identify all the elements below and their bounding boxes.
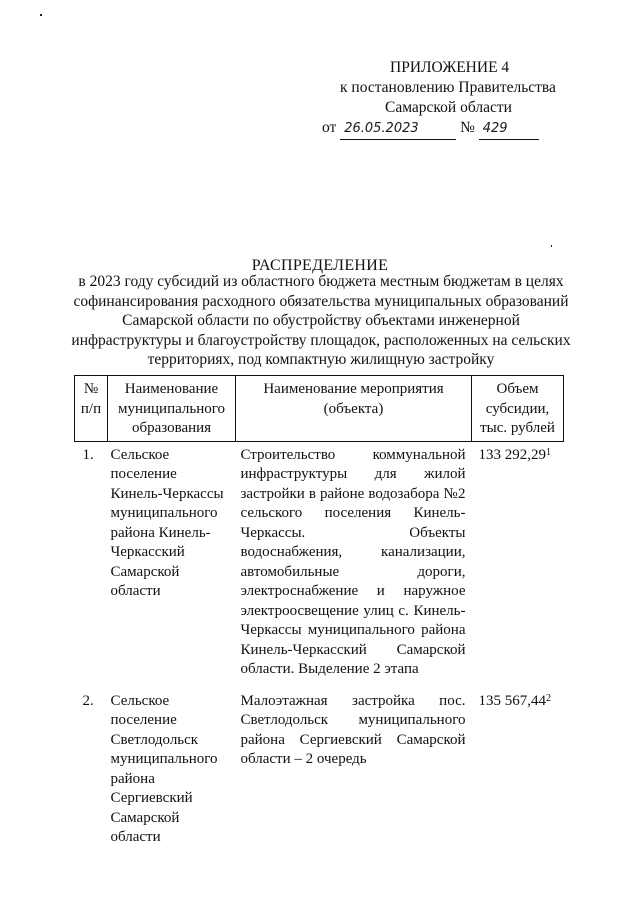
table-row: [75, 682, 564, 850]
appendix-resolution-line: к постановлению Правительства: [340, 79, 556, 96]
row-volume-footnote: 2: [546, 692, 551, 704]
row-volume: [472, 682, 564, 850]
row-volume-footnote: 1: [546, 446, 551, 458]
date-value: 26.05.2023: [344, 121, 419, 136]
row-municipality: Сельское поселение Светлодольск муниципального района Сергиевский Самарской области: [110, 692, 218, 845]
appendix-region-line: Самарской области: [385, 99, 512, 116]
scan-speck: [40, 14, 42, 16]
row-num: 2.: [82, 692, 94, 709]
row-num: 1.: [82, 446, 94, 463]
header-num: № п/п: [75, 376, 108, 442]
document-title: РАСПРЕДЕЛЕНИЕ: [251, 257, 389, 274]
number-prefix: №: [460, 119, 475, 136]
row-volume-value: 133 292,29: [478, 446, 546, 463]
table-header-row: [75, 376, 564, 442]
header-event: Наименование мероприятия (объекта): [236, 376, 472, 442]
header-municipality: Наименование муниципального образования: [108, 376, 236, 442]
date-prefix: от: [322, 119, 337, 136]
header-volume: Объем субсидии, тыс. рублей: [472, 376, 564, 442]
document-subtitle: в 2023 году субсидий из областного бюджета местным бюджетам в целях софинансирования расходного обязательства муниципальных образований Самарской области по обустройству объектами инженерной инфраструктуры и благоустройству площадок, расположенных на сельских территориях, под компактную жилищную застройку: [71, 273, 571, 368]
scan-speck: [551, 245, 552, 247]
date-field: [340, 118, 456, 140]
row-volume-value: 135 567,44: [478, 692, 546, 709]
row-volume: [472, 441, 564, 682]
appendix-date-number-line: [322, 118, 539, 140]
distribution-table: [74, 375, 564, 850]
number-field: [479, 118, 539, 140]
table-row: [75, 441, 564, 682]
appendix-title: ПРИЛОЖЕНИЕ 4: [390, 59, 510, 76]
row-event: Строительство коммунальной инфраструктуры для жилой застройки в районе водозабора №2 сельского поселения Кинель-Черкассы. Объекты водоснабжения, канализации, автомобильные дороги, электроснабжение и наружное электроосвещение улиц с. Кинель-Черкассы муниципального района Кинель-Черкасский Самарской области. Выделение 2 этапа: [240, 446, 466, 677]
row-municipality: Сельское поселение Кинель-Черкассы муниципального района Кинель-Черкасский Самарской области: [110, 446, 224, 599]
number-value: 429: [482, 121, 508, 136]
row-event: Малоэтажная застройка пос. Светлодольск муниципального района Сергиевский Самарской области – 2 очередь: [240, 692, 466, 767]
